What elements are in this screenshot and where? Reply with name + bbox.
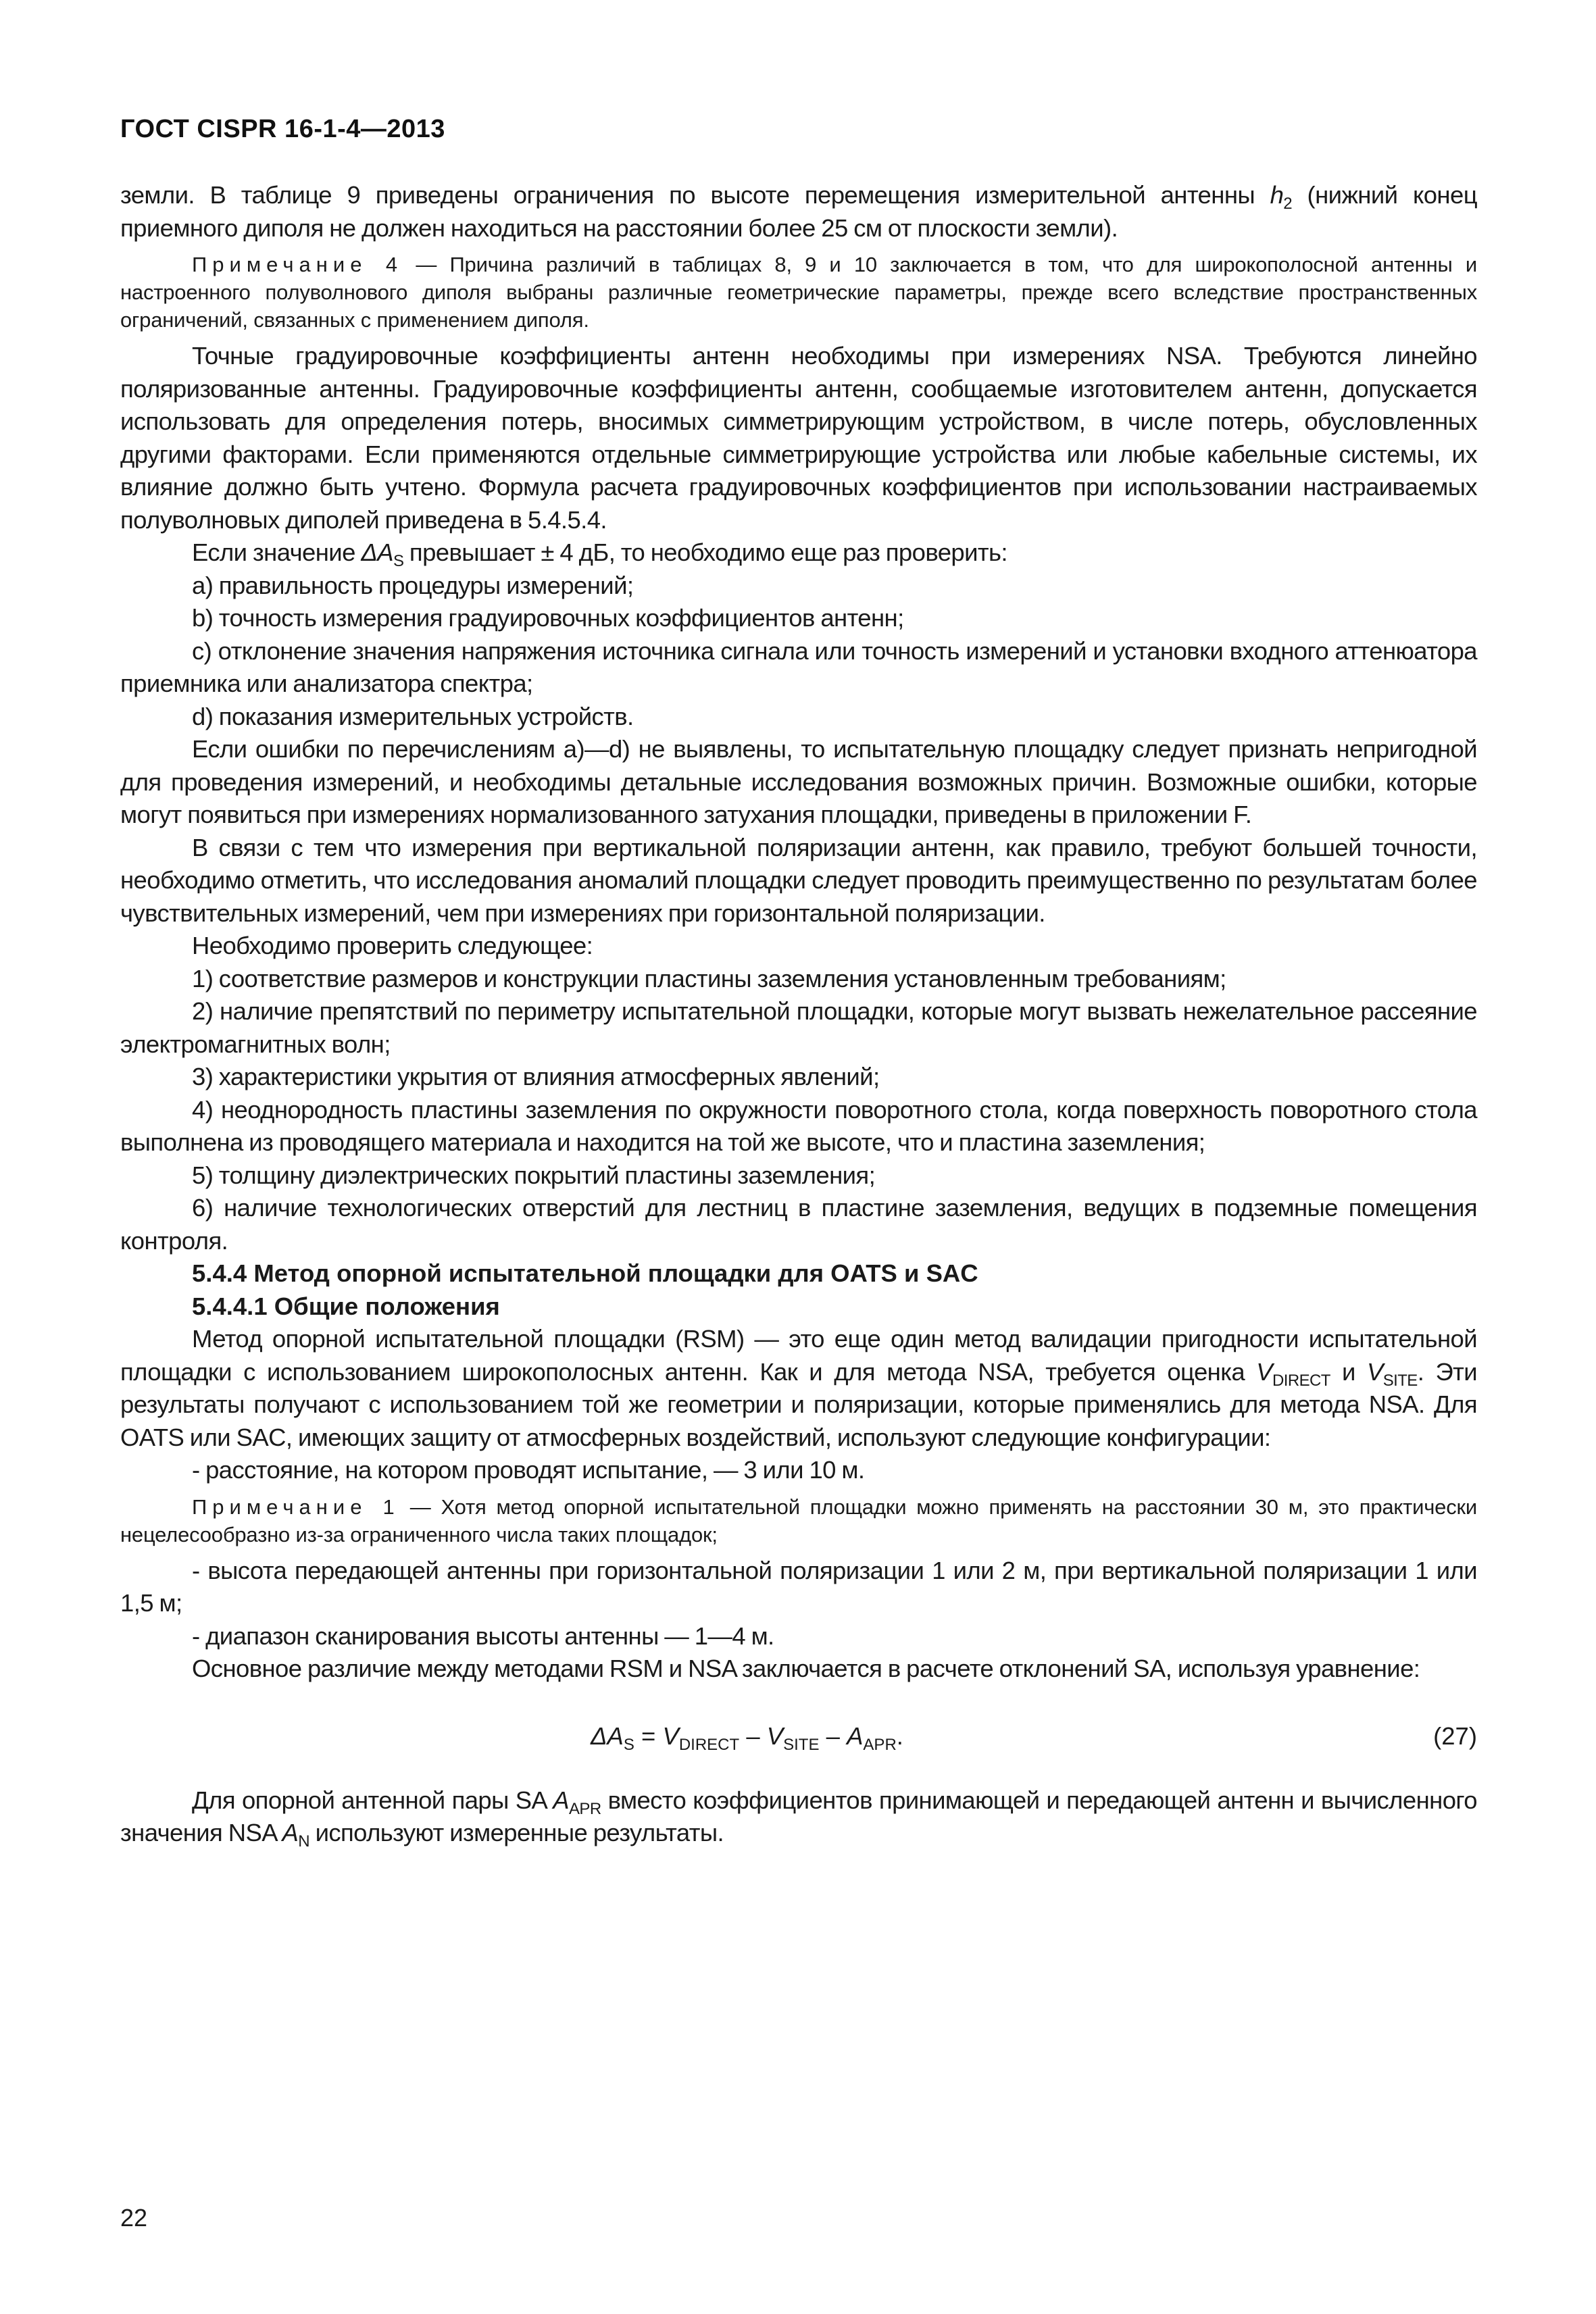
symbol: V: [1256, 1357, 1273, 1386]
paragraph: В связи с тем что измерения при вертикальной поляризации антенн, как правило, требуют большей точности, необходимо отметить, что исследования аномалий площадки следует проводить преимущественно по результатам более чувствительных измерений, чем при измерениях при горизонтальной поляризации.: [120, 833, 1477, 927]
equation-expression: [591, 1721, 903, 1754]
operator: –: [819, 1721, 847, 1750]
operator: .: [896, 1721, 903, 1750]
text: Метод опорной испытательной площадки (RSM) — это еще один метод валидации пригодности испытательной площадки с использованием широкополосных антенн. Как и для метода NSA, требуется оценка: [120, 1325, 1477, 1386]
operator: =: [634, 1721, 663, 1750]
subscript: SITE: [1382, 1371, 1418, 1390]
note-label: Примечание 1: [192, 1494, 400, 1519]
list-item: 3) характеристики укрытия от влияния атмосферных явлений;: [192, 1063, 880, 1090]
subscript: N: [298, 1832, 310, 1851]
subscript: DIRECT: [1272, 1371, 1330, 1390]
list-item: - расстояние, на котором проводят испытание, — 3 или 10 м.: [192, 1456, 865, 1484]
symbol: A: [282, 1819, 299, 1846]
subscript: DIRECT: [678, 1735, 740, 1754]
subscript: APR: [569, 1799, 601, 1818]
section-heading: 5.4.4 Метод опорной испытательной площадки для OATS и SAC: [192, 1259, 978, 1287]
text: . Эти результаты получают с использованием той же геометрии и поляризации, которые применялись для метода NSA. Для OATS или SAC, имеющих защиту от атмосферных воздействий, используют следующие конфигурации:: [120, 1357, 1477, 1451]
subscript: S: [393, 552, 404, 570]
list-item: 1) соответствие размеров и конструкции пластины заземления установленным требованиям;: [192, 964, 1226, 992]
symbol: V: [766, 1721, 784, 1750]
paragraph: [120, 179, 1477, 245]
note-label: Примечание 4: [192, 253, 403, 276]
text: вместо коэффициентов принимающей и передающей антенн и вычисленного значения NSA: [120, 1786, 1477, 1846]
subscript: 2: [1283, 195, 1293, 213]
symbol: V: [1367, 1357, 1383, 1386]
page-number: 22: [120, 2204, 148, 2232]
note-text: — Хотя метод опорной испытательной площадки можно применять на расстоянии 30 м, это практически нецелесообразно из-за ограниченного числа таких площадок;: [120, 1494, 1477, 1546]
text: превышает ± 4 дБ, то необходимо еще раз проверить:: [403, 538, 1007, 566]
paragraph: [120, 536, 1477, 570]
symbol: V: [662, 1721, 679, 1750]
text: (нижний конец приемного диполя не должен находиться на расстоянии более 25 см от плоскости земли).: [120, 181, 1477, 242]
paragraph: Основное различие между методами RSM и NSA заключается в расчете отклонений SA, используя уравнение:: [192, 1655, 1420, 1682]
list-item: c) отклонение значения напряжения источника сигнала или точность измерений и установки входного аттенюатора приемника или анализатора спектра;: [120, 636, 1477, 697]
symbol: ΔA: [591, 1721, 624, 1750]
page-header: ГОСТ CISPR 16-1-4—2013: [120, 115, 445, 143]
symbol: A: [553, 1786, 569, 1814]
list-item: - диапазон сканирования высоты антенны — 1—4 м.: [192, 1621, 774, 1650]
note-4: [120, 251, 1477, 334]
subsection-heading: 5.4.4.1 Общие положения: [192, 1292, 500, 1320]
paragraph: [120, 1784, 1477, 1850]
equation-27: [120, 1713, 1477, 1767]
list-item: - высота передающей антенны при горизонтальной поляризации 1 или 2 м, при вертикальной поляризации 1 или 1,5 м;: [120, 1556, 1477, 1617]
paragraph: Точные градуировочные коэффициенты антенн необходимы при измерениях NSA. Требуются линейно поляризованные антенны. Градуировочные коэффициенты антенн, сообщаемые изготовителем антенн, допускается использовать для определения потерь, вносимых симметрирующим устройством, в числе потерь, обусловленных другими факторами. Если применяются отдельные симметрирующие устройства или любые кабельные системы, их влияние должно быть учтено. Формула расчета градуировочных коэффициентов при использовании настраиваемых полуволновых диполей приведена в 5.4.5.4.: [120, 342, 1477, 534]
subscript: S: [623, 1735, 634, 1754]
operator: –: [739, 1721, 767, 1750]
list-item: b) точность измерения градуировочных коэффициентов антенн;: [192, 604, 904, 632]
list-item: 6) наличие технологических отверстий для лестниц в пластине заземления, ведущих в подземные помещения контроля.: [120, 1194, 1477, 1255]
symbol: h: [1270, 181, 1284, 209]
text: земли. В таблице 9 приведены ограничения по высоте перемещения измерительной антенны: [120, 181, 1270, 209]
symbol: ΔA: [361, 538, 393, 566]
paragraph: [120, 1323, 1477, 1454]
equation-number: (27): [1433, 1721, 1477, 1750]
subscript: SITE: [783, 1735, 820, 1754]
list-item: 2) наличие препятствий по периметру испытательной площадки, которые могут вызвать нежелательное рассеяние электромагнитных волн;: [120, 997, 1477, 1058]
text: и: [1330, 1357, 1367, 1386]
text: Для опорной антенной пары SA: [192, 1786, 553, 1814]
text: Если значение: [192, 538, 361, 566]
list-item: a) правильность процедуры измерений;: [192, 571, 634, 599]
list-item: 5) толщину диэлектрических покрытий пластины заземления;: [192, 1161, 876, 1189]
subscript: APR: [863, 1735, 897, 1754]
symbol: A: [847, 1721, 864, 1750]
list-item: d) показания измерительных устройств.: [192, 702, 634, 730]
note-1: [120, 1493, 1477, 1549]
paragraph: Необходимо проверить следующее:: [192, 932, 593, 959]
list-item: 4) неоднородность пластины заземления по окружности поворотного стола, когда поверхность поворотного стола выполнена из проводящего материала и находится на той же высоте, что и пластина заземления;: [120, 1095, 1477, 1156]
document-page: [120, 115, 1477, 1850]
note-text: — Причина различий в таблицах 8, 9 и 10 заключается в том, что для широкополосной антенны и настроенного полуволнового диполя выбраны различные геометрические параметры, прежде всего вследствие пространственных ограничений, связанных с применением диполя.: [120, 253, 1477, 332]
text: используют измеренные результаты.: [309, 1819, 724, 1846]
paragraph: Если ошибки по перечислениям а)—d) не выявлены, то испытательную площадку следует признать непригодной для проведения измерений, и необходимы детальные исследования возможных причин. Возможные ошибки, которые могут появиться при измерениях нормализованного затухания площадки, приведены в приложении F.: [120, 735, 1477, 828]
